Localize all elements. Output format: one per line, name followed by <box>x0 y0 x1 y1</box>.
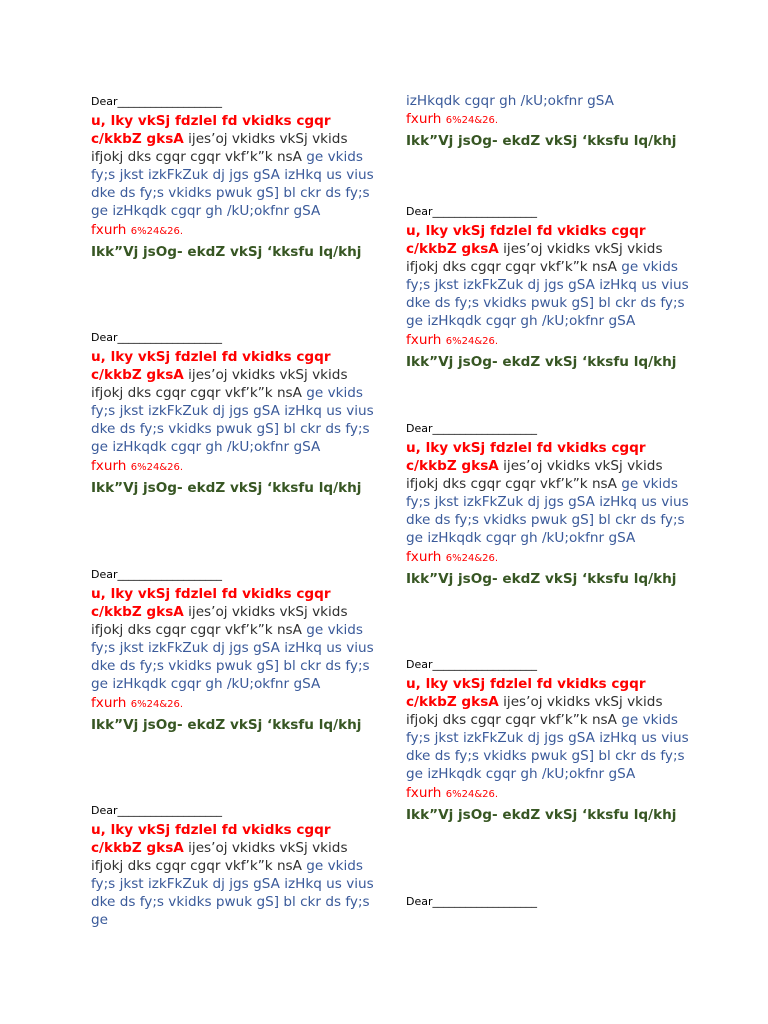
greeting-heading: u, lky vkSj fdzlel fd vkidks cgqr c/kkbZ gksA <box>91 822 331 857</box>
greeting-heading: u, lky vkSj fdzlel fd vkidks cgqr c/kkbZ gksA <box>91 349 331 384</box>
letter-block <box>406 657 696 824</box>
letter-fragment <box>406 92 696 150</box>
scripture-book: fxurh <box>406 331 446 348</box>
scripture-verse: 6%24&26. <box>445 552 499 564</box>
calling-line: izHkq us vius dke ds fy;s vkidks pwuk gS] bl ckr ds fy;s ge izHkqdk cgqr gh /kU;okfnr gSA <box>406 730 689 783</box>
scripture-ref <box>91 221 381 241</box>
signature: Ikk”Vj jsOg- ekdZ vkSj ‘kksfu lq/khj <box>406 806 677 823</box>
prayer-line: ge vkids fy;s jkst izkFkZuk dj jgs gSA <box>91 385 363 420</box>
prayer-line: ge vkids fy;s jkst izkFkZuk dj jgs gSA <box>406 476 678 511</box>
dear-line: Dear___________________ <box>91 568 223 581</box>
letter-body <box>406 439 696 588</box>
calling-line: izHkq us vius dke ds fy;s vkidks pwuk gS] bl ckr ds fy;s ge izHkqdk cgqr gh /kU;okfnr gSA <box>91 167 374 220</box>
dear-line: Dear___________________ <box>91 331 223 344</box>
scripture-verse: 6%24&26. <box>130 461 184 473</box>
letter-block <box>406 421 696 588</box>
greeting-heading: u, lky vkSj fdzlel fd vkidks cgqr c/kkbZ gksA <box>406 440 646 475</box>
scripture-book: fxurh <box>406 548 446 565</box>
letter-body <box>91 585 381 734</box>
signature: Ikk”Vj jsOg- ekdZ vkSj ‘kksfu lq/khj <box>91 479 362 496</box>
signature: Ikk”Vj jsOg- ekdZ vkSj ‘kksfu lq/khj <box>406 133 677 150</box>
scripture-book: fxurh <box>91 694 131 711</box>
dear-line: Dear___________________ <box>406 658 538 671</box>
scripture-verse: 6%24&26. <box>445 335 499 347</box>
scripture-verse: 6%24&26. <box>130 698 184 710</box>
calling-line: izHkq us vius dke ds fy;s vkidks pwuk gS] bl ckr ds fy;s ge izHkqdk cgqr gh /kU;okfnr gSA <box>91 403 374 456</box>
letter-block <box>91 567 381 734</box>
calling-line: izHkqdk cgqr gh /kU;okfnr gSA <box>406 93 614 109</box>
blessing-line: ijes’oj vkidks vkSj vkids ifjokj dks cgqr cgqr vkf’k”k nsA <box>406 694 663 729</box>
scripture-ref <box>406 110 696 130</box>
calling-line: izHkq us vius dke ds fy;s vkidks pwuk gS] bl ckr ds fy;s ge izHkqdk cgqr gh /kU;okfnr gSA <box>91 640 374 693</box>
scripture-book: fxurh <box>406 784 446 801</box>
prayer-line: ge vkids fy;s jkst izkFkZuk dj jgs gSA <box>406 259 678 294</box>
scripture-ref <box>91 457 381 477</box>
signature: Ikk”Vj jsOg- ekdZ vkSj ‘kksfu lq/khj <box>406 570 677 587</box>
scripture-book: fxurh <box>91 221 131 238</box>
greeting-heading: u, lky vkSj fdzlel fd vkidks cgqr c/kkbZ gksA <box>91 113 331 148</box>
letter-body <box>91 821 381 930</box>
greeting-heading: u, lky vkSj fdzlel fd vkidks cgqr c/kkbZ gksA <box>406 676 646 711</box>
blessing-line: ijes’oj vkidks vkSj vkids ifjokj dks cgqr cgqr vkf’k”k nsA <box>406 458 663 493</box>
letter-block <box>91 330 381 497</box>
dear-line: Dear___________________ <box>91 95 223 108</box>
scripture-book: fxurh <box>91 457 131 474</box>
prayer-line: ge vkids fy;s jkst izkFkZuk dj jgs gSA <box>406 712 678 747</box>
dear-line: Dear___________________ <box>406 895 538 908</box>
blessing-line: ijes’oj vkidks vkSj vkids ifjokj dks cgqr cgqr vkf’k”k nsA <box>91 604 348 639</box>
blessing-line: ijes’oj vkidks vkSj vkids ifjokj dks cgqr cgqr vkf’k”k nsA <box>91 131 348 166</box>
greeting-heading: u, lky vkSj fdzlel fd vkidks cgqr c/kkbZ gksA <box>406 223 646 258</box>
scripture-verse: 6%24&26. <box>130 225 184 237</box>
letter-body <box>91 348 381 497</box>
letter-body <box>406 675 696 824</box>
scripture-ref <box>406 548 696 568</box>
scripture-verse: 6%24&26. <box>445 115 499 127</box>
letter-block <box>406 204 696 371</box>
dear-line: Dear___________________ <box>91 804 223 817</box>
calling-line: izHkq us vius dke ds fy;s vkidks pwuk gS] bl ckr ds fy;s ge izHkqdk cgqr gh /kU;okfnr gSA <box>406 494 689 547</box>
prayer-line: ge vkids fy;s jkst izkFkZuk dj jgs gSA <box>91 622 363 657</box>
blessing-line: ijes’oj vkidks vkSj vkids ifjokj dks cgqr cgqr vkf’k”k nsA <box>91 840 348 875</box>
scripture-verse: 6%24&26. <box>445 788 499 800</box>
letter-body <box>406 92 696 150</box>
signature: Ikk”Vj jsOg- ekdZ vkSj ‘kksfu lq/khj <box>406 353 677 370</box>
signature: Ikk”Vj jsOg- ekdZ vkSj ‘kksfu lq/khj <box>91 716 362 733</box>
blessing-line: ijes’oj vkidks vkSj vkids ifjokj dks cgqr cgqr vkf’k”k nsA <box>91 367 348 402</box>
letter-block <box>406 894 696 912</box>
signature: Ikk”Vj jsOg- ekdZ vkSj ‘kksfu lq/khj <box>91 243 362 260</box>
letter-block <box>91 94 381 261</box>
letter-body <box>91 112 381 261</box>
letter-body <box>406 222 696 371</box>
scripture-book: fxurh <box>406 111 446 128</box>
scripture-ref <box>406 331 696 351</box>
scripture-ref <box>406 784 696 804</box>
dear-line: Dear___________________ <box>406 205 538 218</box>
letter-block <box>91 803 381 930</box>
scripture-ref <box>91 694 381 714</box>
dear-line: Dear___________________ <box>406 422 538 435</box>
prayer-line: ge vkids fy;s jkst izkFkZuk dj jgs gSA <box>91 149 363 184</box>
blessing-line: ijes’oj vkidks vkSj vkids ifjokj dks cgqr cgqr vkf’k”k nsA <box>406 241 663 276</box>
greeting-heading: u, lky vkSj fdzlel fd vkidks cgqr c/kkbZ gksA <box>91 586 331 621</box>
prayer-line: ge vkids fy;s jkst izkFkZuk dj jgs gSA izHkq us vius dke ds fy;s vkidks pwuk gS] bl ckr ds fy;s ge <box>91 858 374 929</box>
calling-line: izHkq us vius dke ds fy;s vkidks pwuk gS] bl ckr ds fy;s ge izHkqdk cgqr gh /kU;okfnr gSA <box>406 277 689 330</box>
